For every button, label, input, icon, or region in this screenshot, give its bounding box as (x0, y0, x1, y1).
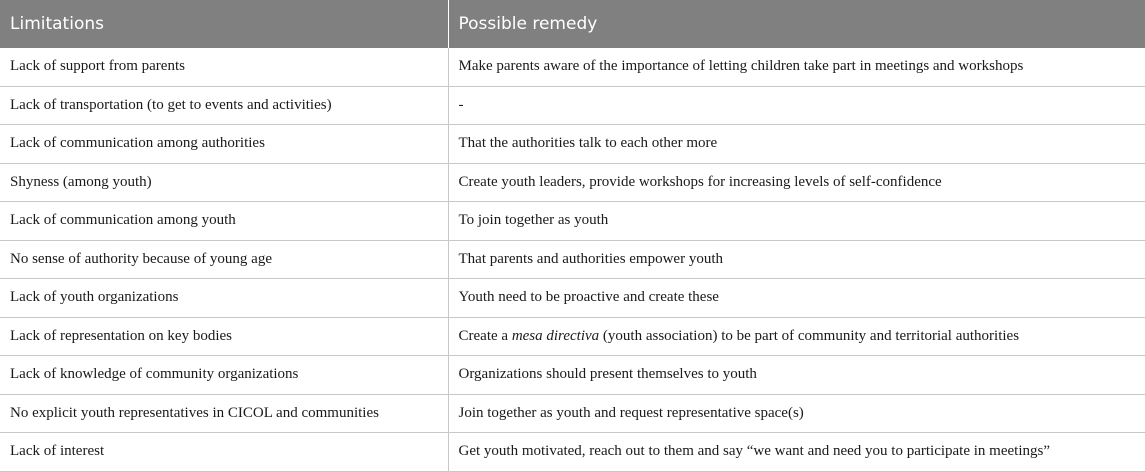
table-row (0, 279, 1145, 318)
table-row (0, 125, 1145, 164)
header-possible-remedy: Possible remedy (448, 0, 1145, 48)
limitation-cell: Lack of knowledge of community organizations (0, 356, 448, 395)
remedy-cell: Create youth leaders, provide workshops for increasing levels of self-confidence (448, 163, 1145, 202)
table-header (0, 0, 1145, 48)
table-row (0, 356, 1145, 395)
remedy-cell: To join together as youth (448, 202, 1145, 241)
limitation-cell: No sense of authority because of young age (0, 240, 448, 279)
limitation-cell: Shyness (among youth) (0, 163, 448, 202)
remedy-cell: Get youth motivated, reach out to them and say “we want and need you to participate in meetings” (448, 433, 1145, 472)
remedy-text-italic: mesa directiva (511, 327, 600, 344)
remedy-cell (448, 317, 1145, 356)
remedy-text-before: Create a (458, 327, 512, 344)
limitation-cell: No explicit youth representatives in CICOL and communities (0, 394, 448, 433)
remedy-text-after: (youth association) to be part of community and territorial authorities (599, 327, 1020, 344)
table-row (0, 86, 1145, 125)
remedy-cell: - (448, 86, 1145, 125)
remedy-cell: That parents and authorities empower youth (448, 240, 1145, 279)
table-body (0, 48, 1145, 471)
limitation-cell: Lack of support from parents (0, 48, 448, 86)
table-row (0, 317, 1145, 356)
remedy-cell: That the authorities talk to each other more (448, 125, 1145, 164)
limitation-cell: Lack of communication among youth (0, 202, 448, 241)
table-row (0, 240, 1145, 279)
limitation-cell: Lack of interest (0, 433, 448, 472)
table-row (0, 163, 1145, 202)
table-row (0, 48, 1145, 86)
header-row (0, 0, 1145, 48)
table-row (0, 394, 1145, 433)
limitation-cell: Lack of communication among authorities (0, 125, 448, 164)
remedy-cell: Make parents aware of the importance of letting children take part in meetings and workshops (448, 48, 1145, 86)
limitation-cell: Lack of transportation (to get to events and activities) (0, 86, 448, 125)
limitation-cell: Lack of youth organizations (0, 279, 448, 318)
remedy-cell: Join together as youth and request representative space(s) (448, 394, 1145, 433)
table-row (0, 433, 1145, 472)
limitation-cell: Lack of representation on key bodies (0, 317, 448, 356)
remedy-cell: Youth need to be proactive and create these (448, 279, 1145, 318)
header-limitations: Limitations (0, 0, 448, 48)
table-row (0, 202, 1145, 241)
remedy-cell: Organizations should present themselves to youth (448, 356, 1145, 395)
